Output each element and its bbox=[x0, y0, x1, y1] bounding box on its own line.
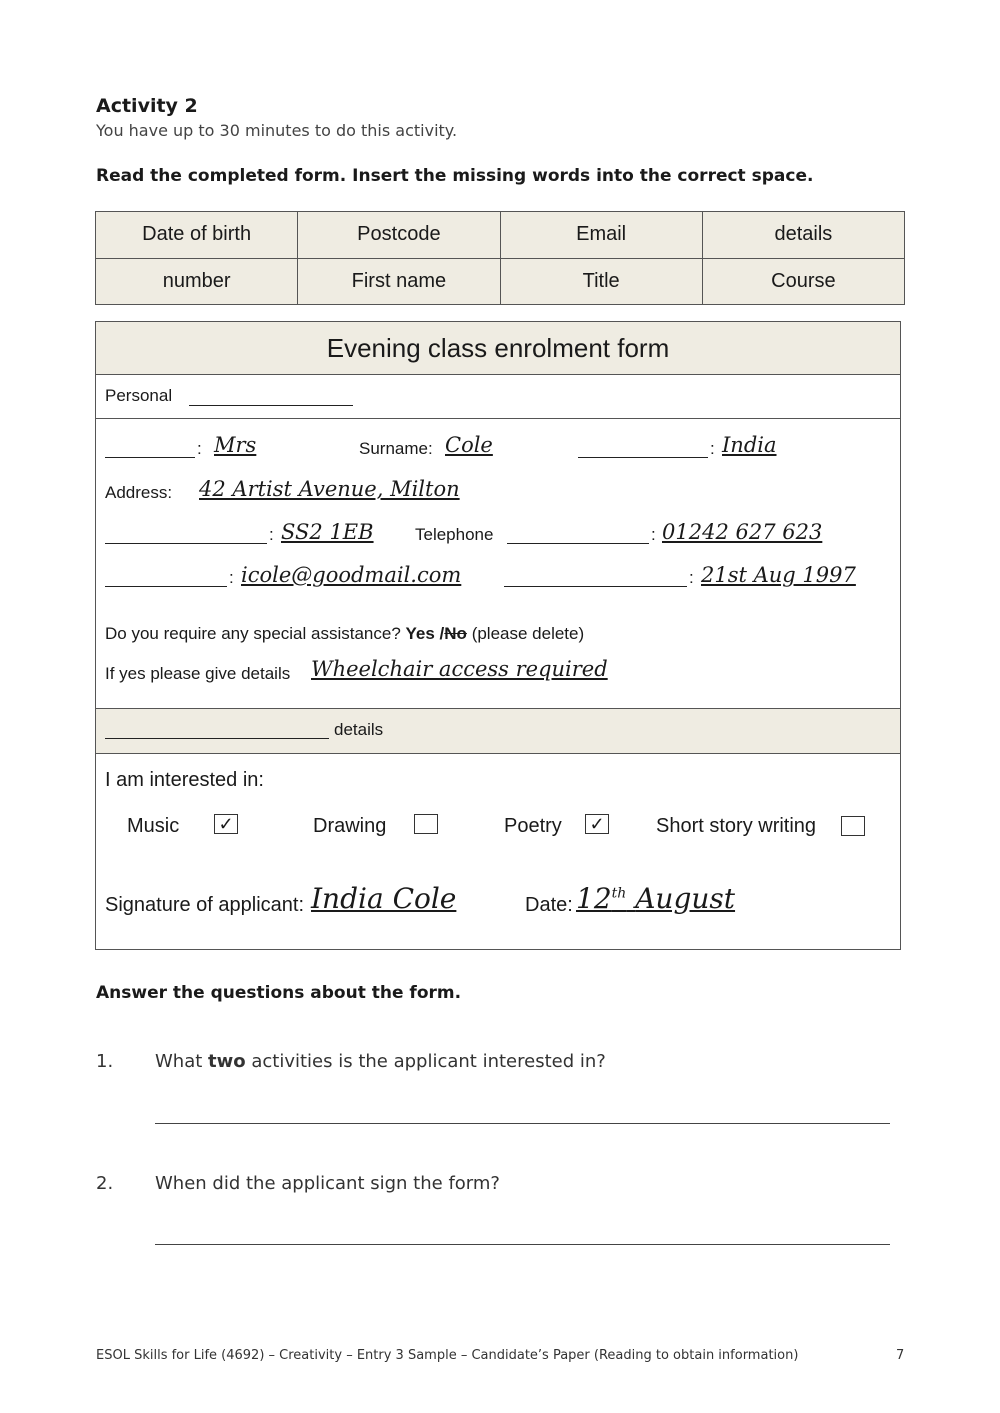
colon: : bbox=[197, 439, 202, 458]
interested-label: I am interested in: bbox=[105, 769, 264, 791]
answer-line-2[interactable] bbox=[155, 1244, 890, 1245]
dob-value: 21st Aug 1997 bbox=[701, 563, 856, 587]
question-1-after: activities is the applicant interested in? bbox=[245, 1051, 606, 1072]
email-blank[interactable] bbox=[105, 586, 227, 587]
word-bank-row bbox=[96, 258, 905, 305]
date-label: Date: bbox=[525, 894, 573, 916]
word-bank-cell[interactable]: Title bbox=[500, 258, 702, 305]
signature-label: Signature of applicant: bbox=[105, 894, 305, 916]
assistance-no: No bbox=[444, 624, 467, 643]
personal-blank[interactable] bbox=[189, 405, 353, 406]
telephone-label: Telephone bbox=[415, 525, 494, 544]
course-blank[interactable] bbox=[105, 738, 329, 739]
word-bank-cell[interactable]: Course bbox=[702, 258, 904, 305]
address-value: 42 Artist Avenue, Milton bbox=[199, 477, 460, 501]
activity-instruction: Read the completed form. Insert the missing words into the correct space. bbox=[96, 166, 814, 186]
music-checkbox[interactable]: ✓ bbox=[214, 814, 238, 834]
activity-subtitle: You have up to 30 minutes to do this activity. bbox=[96, 121, 458, 140]
assistance-question-text: Do you require any special assistance? bbox=[105, 624, 401, 643]
assistance-yes: Yes / bbox=[405, 624, 445, 643]
surname-value: Cole bbox=[445, 433, 493, 457]
colon: : bbox=[651, 525, 656, 544]
email-value: icole@goodmail.com bbox=[241, 563, 462, 587]
surname-label: Surname: bbox=[359, 439, 433, 458]
date-month: August bbox=[635, 882, 736, 915]
page-number: 7 bbox=[896, 1348, 905, 1363]
date-day: 12 bbox=[576, 882, 612, 915]
word-bank-cell[interactable]: details bbox=[702, 212, 904, 259]
number-blank[interactable] bbox=[507, 543, 649, 544]
question-2-before: When did the applicant sign the form? bbox=[155, 1173, 500, 1194]
personal-label: Personal bbox=[105, 386, 173, 405]
poetry-checkbox[interactable]: ✓ bbox=[585, 814, 609, 834]
telephone-value: 01242 627 623 bbox=[662, 520, 823, 544]
course-details-label: details bbox=[334, 720, 384, 739]
form-title: Evening class enrolment form bbox=[96, 322, 900, 375]
interest-drawing-label: Drawing bbox=[313, 815, 387, 837]
personal-details-row bbox=[96, 374, 900, 419]
interest-short-story-label: Short story writing bbox=[656, 815, 817, 837]
postcode-blank[interactable] bbox=[105, 543, 267, 544]
interest-poetry-label: Poetry bbox=[504, 815, 562, 837]
first-name-blank[interactable] bbox=[578, 457, 708, 458]
question-1-number: 1. bbox=[96, 1051, 114, 1072]
title-value: Mrs bbox=[214, 433, 257, 457]
course-details-row bbox=[96, 708, 900, 754]
details-label: If yes please give details bbox=[105, 664, 291, 683]
postcode-value: SS2 1EB bbox=[281, 520, 374, 544]
colon: : bbox=[710, 439, 715, 458]
word-bank-cell[interactable]: Date of birth bbox=[96, 212, 298, 259]
question-1-bold: two bbox=[208, 1051, 246, 1072]
word-bank-table bbox=[95, 211, 905, 305]
short-story-checkbox[interactable] bbox=[841, 816, 865, 836]
word-bank-cell[interactable]: First name bbox=[298, 258, 500, 305]
answer-line-1[interactable] bbox=[155, 1123, 890, 1124]
question-2-number: 2. bbox=[96, 1173, 114, 1194]
word-bank-cell[interactable]: Postcode bbox=[298, 212, 500, 259]
word-bank-row bbox=[96, 212, 905, 259]
assistance-note: (please delete) bbox=[471, 624, 585, 643]
colon: : bbox=[229, 568, 234, 587]
date-suffix: th bbox=[611, 885, 627, 902]
details-value: Wheelchair access required bbox=[311, 657, 608, 681]
colon: : bbox=[689, 568, 694, 587]
signed-date-value bbox=[576, 882, 735, 915]
title-blank[interactable] bbox=[105, 457, 195, 458]
question-2-text bbox=[155, 1173, 500, 1194]
first-name-value: India bbox=[722, 433, 777, 457]
word-bank-cell[interactable]: Email bbox=[500, 212, 702, 259]
drawing-checkbox[interactable] bbox=[414, 814, 438, 834]
assistance-question bbox=[105, 624, 584, 644]
address-label: Address: bbox=[105, 483, 173, 502]
question-1-before: What bbox=[155, 1051, 209, 1072]
colon: : bbox=[269, 525, 274, 544]
date-of-birth-blank[interactable] bbox=[504, 586, 687, 587]
question-1-text bbox=[155, 1051, 606, 1072]
word-bank-cell[interactable]: number bbox=[96, 258, 298, 305]
activity-heading: Activity 2 bbox=[96, 95, 198, 117]
footer-text: ESOL Skills for Life (4692) – Creativity – Entry 3 Sample – Candidate’s Paper (Reading to obtain information) bbox=[96, 1348, 799, 1363]
enrolment-form bbox=[95, 321, 901, 950]
signature-value: India Cole bbox=[311, 882, 457, 915]
questions-heading: Answer the questions about the form. bbox=[96, 983, 462, 1003]
interest-music-label: Music bbox=[127, 815, 180, 837]
